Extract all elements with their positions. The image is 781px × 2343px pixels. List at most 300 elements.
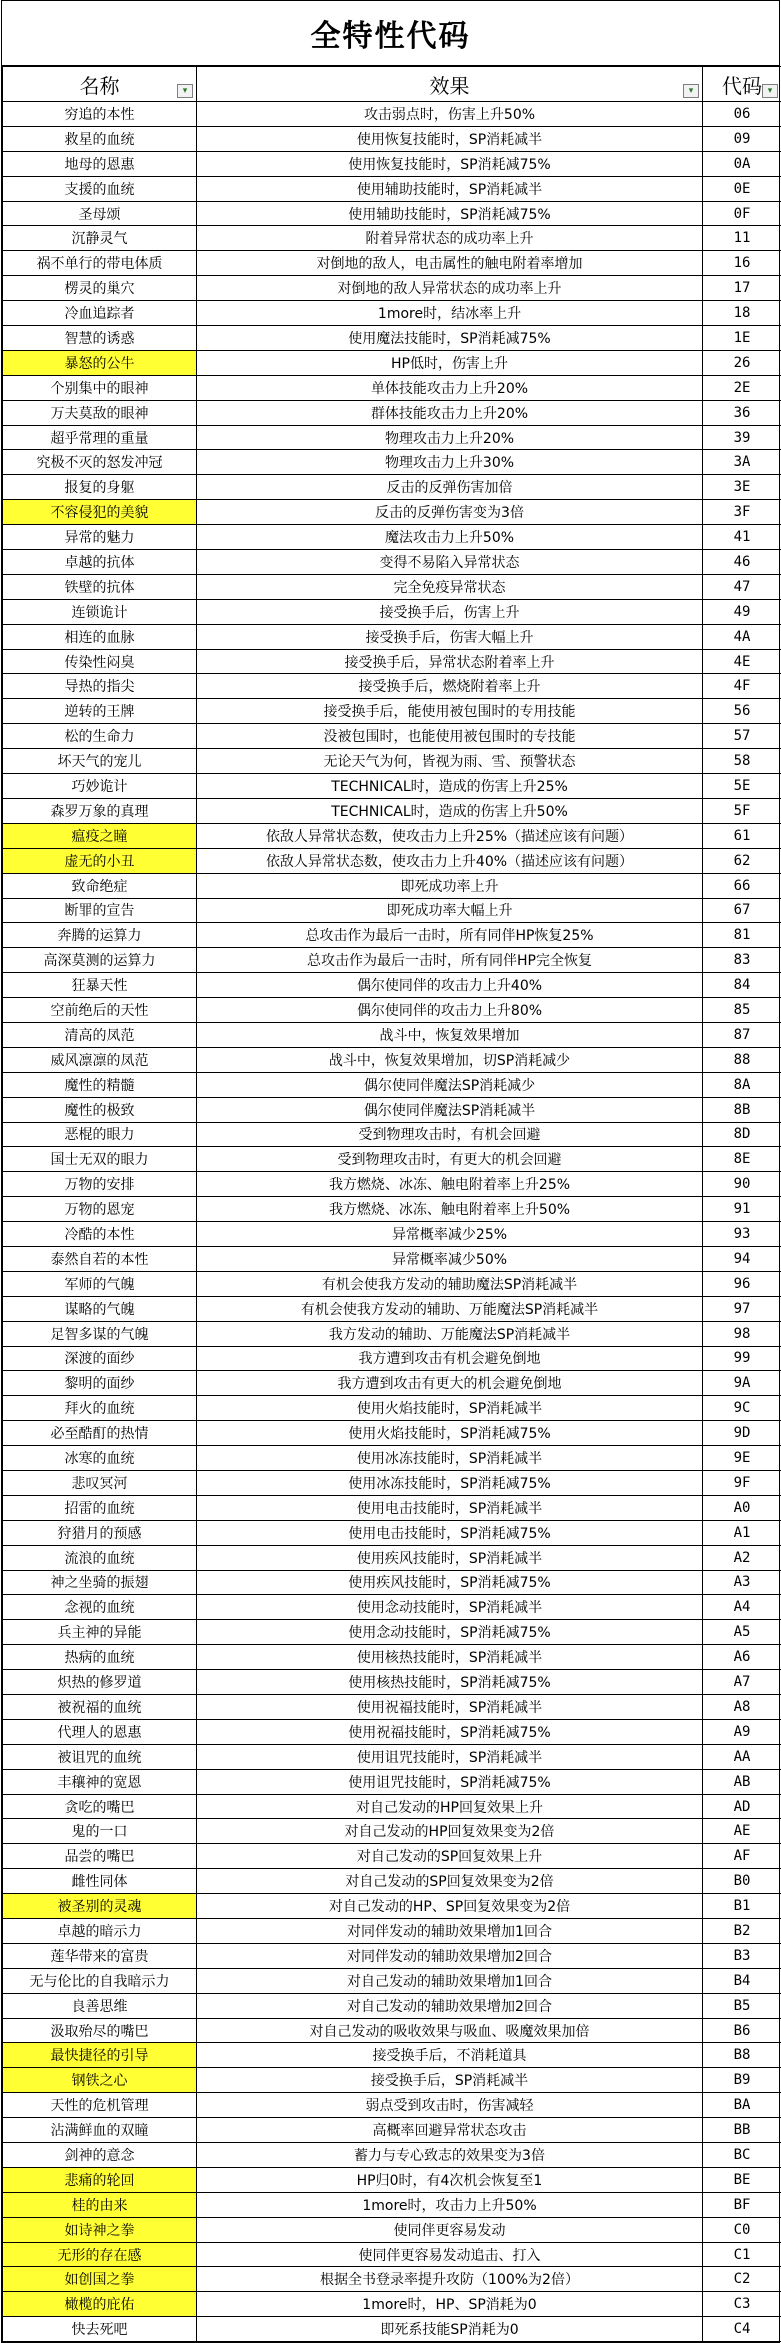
trait-effect-cell[interactable]: 反击的反弹伤害加倍 [197,475,703,500]
trait-effect-cell[interactable]: 使用恢复技能时，SP消耗减半 [197,126,703,151]
trait-name-cell[interactable]: 万夫莫敌的眼神 [3,400,197,425]
trait-code-cell[interactable]: 57 [703,724,781,749]
trait-code-cell[interactable]: A9 [703,1719,781,1744]
trait-code-cell[interactable]: 97 [703,1296,781,1321]
trait-name-cell[interactable]: 品尝的嘴巴 [3,1844,197,1869]
trait-name-cell[interactable]: 暴怒的公牛 [3,350,197,375]
trait-code-cell[interactable]: 66 [703,873,781,898]
trait-name-cell[interactable]: 被圣别的灵魂 [3,1894,197,1919]
trait-name-cell[interactable]: 沉静灵气 [3,226,197,251]
trait-effect-cell[interactable]: 完全免疫异常状态 [197,574,703,599]
trait-code-cell[interactable]: A5 [703,1620,781,1645]
trait-name-cell[interactable]: 汲取殆尽的嘴巴 [3,2018,197,2043]
table-row [3,2143,781,2168]
trait-effect-cell[interactable]: 使用疾风技能时，SP消耗减半 [197,1545,703,1570]
table-row [3,226,781,251]
trait-effect-cell[interactable]: 接受换手后，异常状态附着率上升 [197,649,703,674]
trait-effect-cell[interactable]: 攻击弱点时，伤害上升50% [197,102,703,127]
filter-dropdown-icon[interactable]: ▾ [683,84,699,98]
trait-name-cell[interactable]: 狂暴天性 [3,973,197,998]
filter-dropdown-icon[interactable]: ▾ [177,84,193,98]
trait-effect-cell[interactable]: HP低时，伤害上升 [197,350,703,375]
trait-effect-cell[interactable]: 使用念动技能时，SP消耗减75% [197,1620,703,1645]
trait-effect-cell[interactable]: 使用魔法技能时，SP消耗减75% [197,326,703,351]
table-row [3,102,781,127]
trait-name-cell[interactable]: 剑神的意念 [3,2143,197,2168]
trait-code-cell[interactable]: 5F [703,798,781,823]
trait-effect-cell[interactable]: 使用冰冻技能时，SP消耗减75% [197,1470,703,1495]
trait-code-cell[interactable]: 49 [703,599,781,624]
trait-code-cell[interactable]: B1 [703,1894,781,1919]
trait-code-cell[interactable]: A8 [703,1695,781,1720]
trait-code-cell[interactable]: 93 [703,1222,781,1247]
trait-effect-cell[interactable]: 1more时，HP、SP消耗为0 [197,2292,703,2317]
trait-name-cell[interactable]: 狩猎月的预感 [3,1520,197,1545]
trait-code-cell[interactable]: BB [703,2118,781,2143]
trait-effect-cell[interactable]: 依敌人异常状态数，使攻击力上升25%（描述应该有问题） [197,823,703,848]
trait-name-cell[interactable]: 万物的恩宠 [3,1197,197,1222]
trait-code-cell[interactable]: 58 [703,749,781,774]
trait-name-cell[interactable]: 圣母颂 [3,201,197,226]
trait-code-cell[interactable]: B4 [703,1968,781,1993]
trait-effect-cell[interactable]: 即死成功率大幅上升 [197,898,703,923]
trait-effect-cell[interactable]: 我方遭到攻击有更大的机会避免倒地 [197,1371,703,1396]
table-row [3,500,781,525]
table-row [3,2192,781,2217]
trait-effect-cell[interactable]: 偶尔使同伴魔法SP消耗减少 [197,1072,703,1097]
trait-effect-cell[interactable]: 我方燃烧、冰冻、触电附着率上升50% [197,1197,703,1222]
trait-name-cell[interactable]: 个别集中的眼神 [3,375,197,400]
trait-effect-cell[interactable]: 使用念动技能时，SP消耗减半 [197,1595,703,1620]
trait-code-cell[interactable]: B0 [703,1869,781,1894]
trait-code-cell[interactable]: B8 [703,2043,781,2068]
trait-effect-cell[interactable]: 使用核热技能时，SP消耗减半 [197,1645,703,1670]
trait-code-cell[interactable]: 99 [703,1346,781,1371]
trait-effect-cell[interactable]: 总攻击作为最后一击时，所有同伴HP完全恢复 [197,948,703,973]
trait-effect-cell[interactable]: 即死系技能SP消耗为0 [197,2317,703,2342]
trait-effect-cell[interactable]: 高概率回避异常状态攻击 [197,2118,703,2143]
table-row [3,724,781,749]
trait-code-cell[interactable]: A2 [703,1545,781,1570]
trait-code-cell[interactable]: 8B [703,1097,781,1122]
trait-effect-cell[interactable]: 附着异常状态的成功率上升 [197,226,703,251]
trait-code-cell[interactable]: 0E [703,176,781,201]
table-row [3,2242,781,2267]
trait-name-cell[interactable]: 森罗万象的真理 [3,798,197,823]
trait-code-cell[interactable]: 8D [703,1122,781,1147]
trait-code-cell[interactable]: 9F [703,1470,781,1495]
trait-code-cell[interactable]: 8E [703,1147,781,1172]
trait-code-cell[interactable]: 1E [703,326,781,351]
trait-code-cell[interactable]: 4F [703,674,781,699]
trait-effect-cell[interactable]: 对自己发动的辅助效果增加2回合 [197,1993,703,2018]
trait-effect-cell[interactable]: 偶尔使同伴的攻击力上升80% [197,998,703,1023]
trait-code-cell[interactable]: 0F [703,201,781,226]
trait-name-cell[interactable]: 虚无的小丑 [3,848,197,873]
trait-effect-cell[interactable]: 群体技能攻击力上升20% [197,400,703,425]
table-row [3,2292,781,2317]
trait-name-cell[interactable]: 鬼的一口 [3,1819,197,1844]
trait-effect-cell[interactable]: 变得不易陷入异常状态 [197,550,703,575]
trait-name-cell[interactable]: 连锁诡计 [3,599,197,624]
trait-name-cell[interactable]: 万物的安排 [3,1172,197,1197]
trait-code-cell[interactable]: 17 [703,276,781,301]
trait-effect-cell[interactable]: 接受换手后，燃烧附着率上升 [197,674,703,699]
trait-name-cell[interactable]: 谋略的气魄 [3,1296,197,1321]
trait-code-cell[interactable]: C0 [703,2217,781,2242]
trait-code-cell[interactable]: 36 [703,400,781,425]
trait-code-cell[interactable]: BF [703,2192,781,2217]
trait-name-cell[interactable]: 魔性的精髓 [3,1072,197,1097]
table-row [3,1670,781,1695]
table-row [3,1844,781,1869]
table-row [3,2118,781,2143]
trait-name-cell[interactable]: 沾满鲜血的双瞳 [3,2118,197,2143]
trait-name-cell[interactable]: 丰穰神的宽恩 [3,1769,197,1794]
trait-code-cell[interactable]: C4 [703,2317,781,2342]
trait-code-cell[interactable]: 88 [703,1047,781,1072]
trait-code-cell[interactable]: 96 [703,1271,781,1296]
trait-effect-cell[interactable]: TECHNICAL时，造成的伤害上升25% [197,774,703,799]
trait-name-cell[interactable]: 莲华带来的富贵 [3,1943,197,1968]
trait-effect-cell[interactable]: 有机会使我方发动的辅助魔法SP消耗减半 [197,1271,703,1296]
trait-effect-cell[interactable]: 即死成功率上升 [197,873,703,898]
trait-name-cell[interactable]: 清高的凤范 [3,1022,197,1047]
trait-name-cell[interactable]: 逆转的王牌 [3,699,197,724]
trait-effect-cell[interactable]: 根据全书登录率提升攻防（100%为2倍） [197,2267,703,2292]
trait-name-cell[interactable]: 报复的身躯 [3,475,197,500]
trait-name-cell[interactable]: 相连的血脉 [3,624,197,649]
trait-name-cell[interactable]: 无形的存在感 [3,2242,197,2267]
trait-code-cell[interactable]: A1 [703,1520,781,1545]
trait-code-cell[interactable]: 3E [703,475,781,500]
trait-name-cell[interactable]: 天性的危机管理 [3,2093,197,2118]
trait-code-cell[interactable]: AB [703,1769,781,1794]
trait-code-cell[interactable]: 16 [703,251,781,276]
trait-code-cell[interactable]: 4E [703,649,781,674]
trait-name-cell[interactable]: 念视的血统 [3,1595,197,1620]
trait-code-cell[interactable]: 87 [703,1022,781,1047]
trait-code-cell[interactable]: 85 [703,998,781,1023]
trait-code-cell[interactable]: 9E [703,1446,781,1471]
trait-code-cell[interactable]: A7 [703,1670,781,1695]
trait-code-cell[interactable]: B3 [703,1943,781,1968]
trait-name-cell[interactable]: 巧妙诡计 [3,774,197,799]
table-row [3,425,781,450]
trait-code-cell[interactable]: C2 [703,2267,781,2292]
trait-effect-cell[interactable]: 使同伴更容易发动 [197,2217,703,2242]
trait-effect-cell[interactable]: 我方燃烧、冰冻、触电附着率上升25% [197,1172,703,1197]
trait-effect-cell[interactable]: 无论天气为何，皆视为雨、雪、预警状态 [197,749,703,774]
trait-name-cell[interactable]: 地母的恩惠 [3,151,197,176]
trait-name-cell[interactable]: 断罪的宣告 [3,898,197,923]
trait-effect-cell[interactable]: 异常概率减少25% [197,1222,703,1247]
trait-effect-cell[interactable]: 魔法攻击力上升50% [197,525,703,550]
trait-effect-cell[interactable]: 接受换手后，能使用被包围时的专用技能 [197,699,703,724]
trait-effect-cell[interactable]: 使用祝福技能时，SP消耗减75% [197,1719,703,1744]
trait-effect-cell[interactable]: 使用恢复技能时，SP消耗减75% [197,151,703,176]
trait-name-cell[interactable]: 国士无双的眼力 [3,1147,197,1172]
trait-code-cell[interactable]: 67 [703,898,781,923]
trait-name-cell[interactable]: 军师的气魄 [3,1271,197,1296]
trait-code-cell[interactable]: 81 [703,923,781,948]
trait-effect-cell[interactable]: 异常概率减少50% [197,1246,703,1271]
trait-effect-cell[interactable]: 总攻击作为最后一击时，所有同伴HP恢复25% [197,923,703,948]
trait-effect-cell[interactable]: 使用核热技能时，SP消耗减75% [197,1670,703,1695]
trait-effect-cell[interactable]: 使用辅助技能时，SP消耗减半 [197,176,703,201]
trait-name-cell[interactable]: 松的生命力 [3,724,197,749]
trait-code-cell[interactable]: 0A [703,151,781,176]
table-row [3,400,781,425]
trait-effect-cell[interactable]: 我方发动的辅助、万能魔法SP消耗减半 [197,1321,703,1346]
trait-name-cell[interactable]: 祸不单行的带电体质 [3,251,197,276]
trait-name-cell[interactable]: 炽热的修罗道 [3,1670,197,1695]
trait-code-cell[interactable]: 56 [703,699,781,724]
table-row [3,574,781,599]
trait-effect-cell[interactable]: 对自己发动的SP回复效果变为2倍 [197,1869,703,1894]
trait-code-cell[interactable]: 94 [703,1246,781,1271]
trait-effect-cell[interactable]: 接受换手后，不消耗道具 [197,2043,703,2068]
trait-effect-cell[interactable]: 使用火焰技能时，SP消耗减半 [197,1396,703,1421]
trait-code-cell[interactable]: 98 [703,1321,781,1346]
trait-effect-cell[interactable]: 接受换手后，伤害大幅上升 [197,624,703,649]
spreadsheet [1,0,780,2343]
trait-code-cell[interactable]: BE [703,2167,781,2192]
trait-code-cell[interactable]: 84 [703,973,781,998]
trait-code-cell[interactable]: 3F [703,500,781,525]
trait-effect-cell[interactable]: 对同伴发动的辅助效果增加2回合 [197,1943,703,1968]
trait-effect-cell[interactable]: 对自己发动的HP回复效果上升 [197,1794,703,1819]
table-row [3,1545,781,1570]
trait-effect-cell[interactable]: TECHNICAL时，造成的伤害上升50% [197,798,703,823]
trait-effect-cell[interactable]: 有机会使我方发动的辅助、万能魔法SP消耗减半 [197,1296,703,1321]
trait-name-cell[interactable]: 支援的血统 [3,176,197,201]
trait-code-cell[interactable]: AE [703,1819,781,1844]
trait-effect-cell[interactable]: 对倒地的敌人异常状态的成功率上升 [197,276,703,301]
trait-effect-cell[interactable]: 使用疾风技能时，SP消耗减75% [197,1570,703,1595]
trait-name-cell[interactable]: 空前绝后的天性 [3,998,197,1023]
trait-name-cell[interactable]: 楞灵的巢穴 [3,276,197,301]
trait-name-cell[interactable]: 悲痛的轮回 [3,2167,197,2192]
trait-name-cell[interactable]: 究极不灭的怒发冲冠 [3,450,197,475]
trait-effect-cell[interactable]: 对自己发动的SP回复效果上升 [197,1844,703,1869]
trait-effect-cell[interactable]: 使用诅咒技能时，SP消耗减75% [197,1769,703,1794]
trait-code-cell[interactable]: 4A [703,624,781,649]
trait-code-cell[interactable]: 61 [703,823,781,848]
trait-code-cell[interactable]: A0 [703,1495,781,1520]
trait-code-cell[interactable]: 39 [703,425,781,450]
trait-effect-cell[interactable]: 使用火焰技能时，SP消耗减75% [197,1421,703,1446]
trait-effect-cell[interactable]: 没被包围时，也能使用被包围时的专技能 [197,724,703,749]
trait-name-cell[interactable]: 传染性闷臭 [3,649,197,674]
trait-code-cell[interactable]: 46 [703,550,781,575]
trait-code-cell[interactable]: 91 [703,1197,781,1222]
trait-name-cell[interactable]: 橄榄的庇佑 [3,2292,197,2317]
trait-name-cell[interactable]: 冷酷的本性 [3,1222,197,1247]
trait-effect-cell[interactable]: 偶尔使同伴的攻击力上升40% [197,973,703,998]
trait-code-cell[interactable]: 11 [703,226,781,251]
trait-name-cell[interactable]: 冷血追踪者 [3,301,197,326]
trait-code-cell[interactable]: 18 [703,301,781,326]
trait-effect-cell[interactable]: 接受换手后，SP消耗减半 [197,2068,703,2093]
trait-effect-cell[interactable]: 战斗中，恢复效果增加，切SP消耗减少 [197,1047,703,1072]
trait-name-cell[interactable]: 冰寒的血统 [3,1446,197,1471]
trait-code-cell[interactable]: AD [703,1794,781,1819]
trait-name-cell[interactable]: 良善思维 [3,1993,197,2018]
trait-effect-cell[interactable]: 受到物理攻击时，有更大的机会回避 [197,1147,703,1172]
trait-name-cell[interactable]: 钢铁之心 [3,2068,197,2093]
trait-name-cell[interactable]: 泰然自若的本性 [3,1246,197,1271]
trait-effect-cell[interactable]: 单体技能攻击力上升20% [197,375,703,400]
trait-code-cell[interactable]: 47 [703,574,781,599]
trait-effect-cell[interactable]: 战斗中，恢复效果增加 [197,1022,703,1047]
trait-name-cell[interactable]: 智慧的诱惑 [3,326,197,351]
trait-name-cell[interactable]: 必至酷酊的热情 [3,1421,197,1446]
trait-name-cell[interactable]: 导热的指尖 [3,674,197,699]
trait-name-cell[interactable]: 不容侵犯的美貌 [3,500,197,525]
trait-effect-cell[interactable]: 对自己发动的吸收效果与吸血、吸魔效果加倍 [197,2018,703,2043]
trait-code-cell[interactable]: AA [703,1744,781,1769]
trait-name-cell[interactable]: 代理人的恩惠 [3,1719,197,1744]
trait-effect-cell[interactable]: 反击的反弹伤害变为3倍 [197,500,703,525]
table-row [3,2093,781,2118]
trait-code-cell[interactable]: 3A [703,450,781,475]
trait-code-cell[interactable]: 2E [703,375,781,400]
trait-name-cell[interactable]: 如创国之拳 [3,2267,197,2292]
trait-effect-cell[interactable]: 对倒地的敌人，电击属性的触电附着率增加 [197,251,703,276]
trait-effect-cell[interactable]: 1more时，结冰率上升 [197,301,703,326]
trait-name-cell[interactable]: 如诗神之拳 [3,2217,197,2242]
trait-code-cell[interactable]: B9 [703,2068,781,2093]
trait-code-cell[interactable]: 9C [703,1396,781,1421]
trait-code-cell[interactable]: 26 [703,350,781,375]
trait-effect-cell[interactable]: 受到物理攻击时，有机会回避 [197,1122,703,1147]
trait-code-cell[interactable]: B5 [703,1993,781,2018]
trait-name-cell[interactable]: 卓越的暗示力 [3,1919,197,1944]
trait-name-cell[interactable]: 铁壁的抗体 [3,574,197,599]
trait-effect-cell[interactable]: 对同伴发动的辅助效果增加1回合 [197,1919,703,1944]
trait-name-cell[interactable]: 高深莫测的运算力 [3,948,197,973]
trait-name-cell[interactable]: 神之坐骑的振翅 [3,1570,197,1595]
trait-name-cell[interactable]: 恶棍的眼力 [3,1122,197,1147]
trait-code-cell[interactable]: A3 [703,1570,781,1595]
trait-effect-cell[interactable]: 使用电击技能时，SP消耗减半 [197,1495,703,1520]
trait-effect-cell[interactable]: 物理攻击力上升30% [197,450,703,475]
trait-code-cell[interactable]: 06 [703,102,781,127]
trait-effect-cell[interactable]: 使用冰冻技能时，SP消耗减半 [197,1446,703,1471]
trait-name-cell[interactable]: 魔性的极致 [3,1097,197,1122]
trait-effect-cell[interactable]: 对自己发动的辅助效果增加1回合 [197,1968,703,1993]
table-row [3,898,781,923]
trait-name-cell[interactable]: 坏天气的宠儿 [3,749,197,774]
trait-name-cell[interactable]: 超乎常理的重量 [3,425,197,450]
trait-name-cell[interactable]: 被祝福的血统 [3,1695,197,1720]
trait-effect-cell[interactable]: 蓄力与专心致志的效果变为3倍 [197,2143,703,2168]
trait-name-cell[interactable]: 拜火的血统 [3,1396,197,1421]
trait-name-cell[interactable]: 威风凛凛的凤范 [3,1047,197,1072]
trait-name-cell[interactable]: 招雷的血统 [3,1495,197,1520]
trait-effect-cell[interactable]: 接受换手后，伤害上升 [197,599,703,624]
trait-effect-cell[interactable]: 使同伴更容易发动追击、打入 [197,2242,703,2267]
trait-name-cell[interactable]: 奔腾的运算力 [3,923,197,948]
trait-name-cell[interactable]: 热病的血统 [3,1645,197,1670]
trait-code-cell[interactable]: B2 [703,1919,781,1944]
trait-code-cell[interactable]: 5E [703,774,781,799]
trait-effect-cell[interactable]: 使用祝福技能时，SP消耗减半 [197,1695,703,1720]
trait-name-cell[interactable]: 穷追的本性 [3,102,197,127]
table-body [3,102,781,2342]
filter-dropdown-icon[interactable]: ▾ [762,84,778,98]
trait-code-cell[interactable]: A6 [703,1645,781,1670]
trait-effect-cell[interactable]: 偶尔使同伴魔法SP消耗减半 [197,1097,703,1122]
table-row [3,798,781,823]
table-row [3,749,781,774]
trait-name-cell[interactable]: 快去死吧 [3,2317,197,2342]
trait-name-cell[interactable]: 深渡的面纱 [3,1346,197,1371]
trait-name-cell[interactable]: 卓越的抗体 [3,550,197,575]
table-row [3,1072,781,1097]
trait-name-cell[interactable]: 雌性同体 [3,1869,197,1894]
trait-effect-cell[interactable]: 对自己发动的HP、SP回复效果变为2倍 [197,1894,703,1919]
trait-code-cell[interactable]: 09 [703,126,781,151]
trait-code-cell[interactable]: BA [703,2093,781,2118]
table-row [3,1869,781,1894]
trait-code-cell[interactable]: 90 [703,1172,781,1197]
trait-name-cell[interactable]: 贪吃的嘴巴 [3,1794,197,1819]
trait-name-cell[interactable]: 黎明的面纱 [3,1371,197,1396]
trait-effect-cell[interactable]: 弱点受到攻击时，伤害减轻 [197,2093,703,2118]
trait-effect-cell[interactable]: 物理攻击力上升20% [197,425,703,450]
trait-effect-cell[interactable]: 使用电击技能时，SP消耗减75% [197,1520,703,1545]
trait-code-cell[interactable]: B6 [703,2018,781,2043]
table-row [3,973,781,998]
trait-code-cell[interactable]: C3 [703,2292,781,2317]
trait-code-cell[interactable]: BC [703,2143,781,2168]
trait-effect-cell[interactable]: 使用辅助技能时，SP消耗减75% [197,201,703,226]
trait-name-cell[interactable]: 流浪的血统 [3,1545,197,1570]
trait-effect-cell[interactable]: HP归0时，有4次机会恢复至1 [197,2167,703,2192]
trait-name-cell[interactable]: 桂的由来 [3,2192,197,2217]
trait-name-cell[interactable]: 致命绝症 [3,873,197,898]
trait-code-cell[interactable]: C1 [703,2242,781,2267]
trait-name-cell[interactable]: 足智多谋的气魄 [3,1321,197,1346]
trait-code-cell[interactable]: 8A [703,1072,781,1097]
trait-code-cell[interactable]: 9D [703,1421,781,1446]
trait-name-cell[interactable]: 救星的血统 [3,126,197,151]
trait-code-cell[interactable]: 62 [703,848,781,873]
trait-code-cell[interactable]: 9A [703,1371,781,1396]
trait-effect-cell[interactable]: 使用诅咒技能时，SP消耗减半 [197,1744,703,1769]
trait-name-cell[interactable]: 最快捷径的引导 [3,2043,197,2068]
trait-name-cell[interactable]: 悲叹冥河 [3,1470,197,1495]
trait-effect-cell[interactable]: 依敌人异常状态数，使攻击力上升40%（描述应该有问题） [197,848,703,873]
table-row [3,1819,781,1844]
trait-name-cell[interactable]: 异常的魅力 [3,525,197,550]
trait-code-cell[interactable]: AF [703,1844,781,1869]
trait-effect-cell[interactable]: 我方遭到攻击有机会避免倒地 [197,1346,703,1371]
trait-code-cell[interactable]: 41 [703,525,781,550]
trait-code-cell[interactable]: 83 [703,948,781,973]
trait-name-cell[interactable]: 被诅咒的血统 [3,1744,197,1769]
trait-effect-cell[interactable]: 对自己发动的HP回复效果变为2倍 [197,1819,703,1844]
table-row [3,525,781,550]
trait-name-cell[interactable]: 兵主神的异能 [3,1620,197,1645]
table-row [3,1470,781,1495]
trait-name-cell[interactable]: 无与伦比的自我暗示力 [3,1968,197,1993]
trait-effect-cell[interactable]: 1more时，攻击力上升50% [197,2192,703,2217]
trait-name-cell[interactable]: 瘟疫之瞳 [3,823,197,848]
trait-code-cell[interactable]: A4 [703,1595,781,1620]
